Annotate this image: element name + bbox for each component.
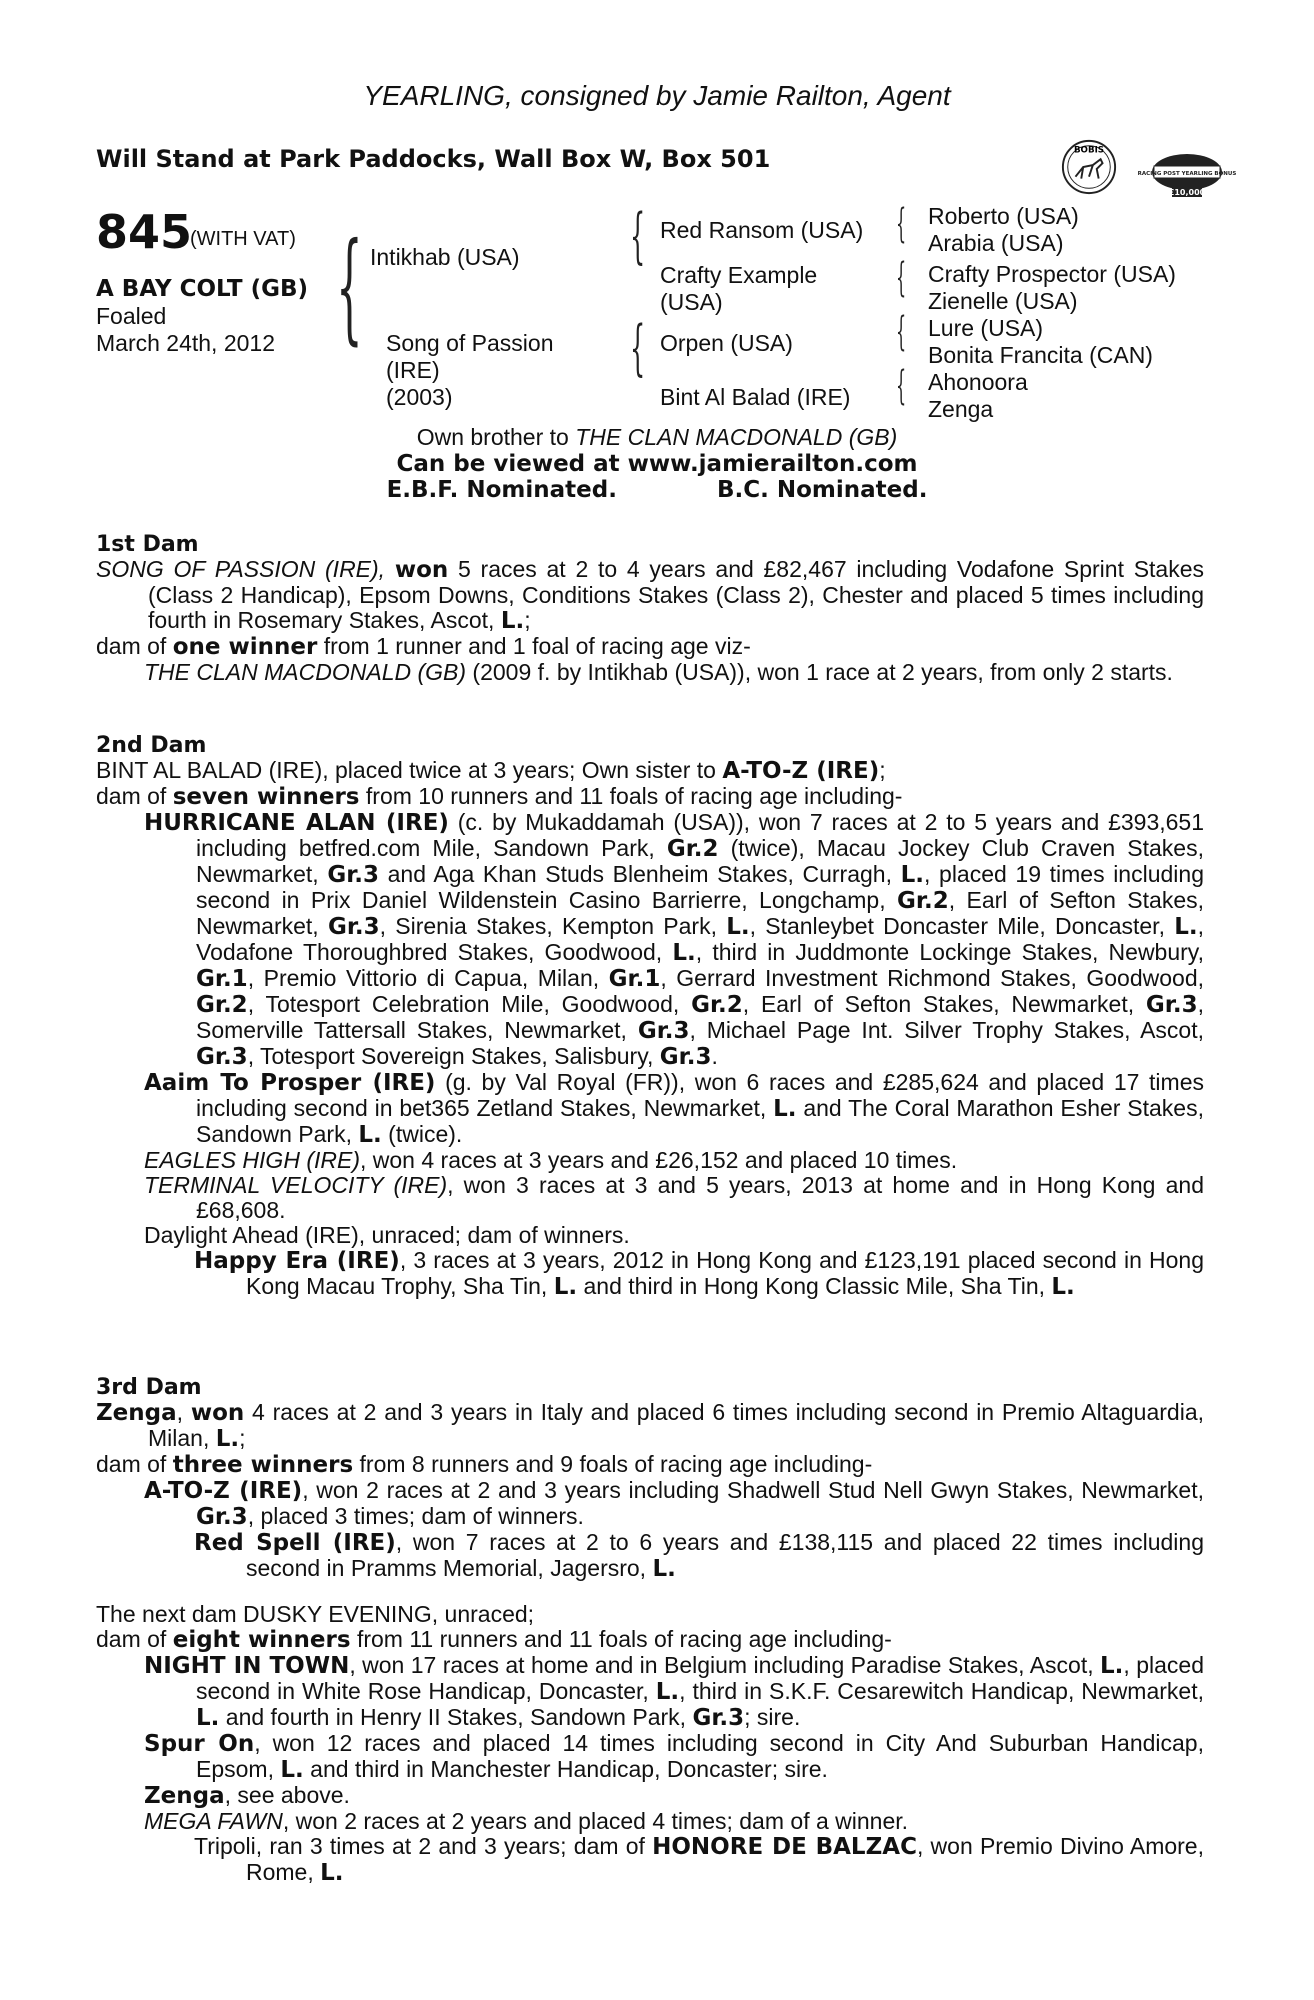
lot-title: A BAY COLT (GB) bbox=[96, 276, 309, 302]
pedigree-sds: Crafty Prospector (USA) bbox=[928, 261, 1176, 287]
third-dam-section bbox=[96, 1375, 1204, 1582]
view-online-note: Can be viewed at www.jamierailton.com bbox=[396, 451, 918, 477]
progeny-entry: Spur On, won 12 races and placed 14 times including second in City And Suburban Handicap, Epsom, L. and third in Manchester Handicap, Doncaster; sire. bbox=[144, 1730, 1204, 1783]
own-brother-note: Own brother to THE CLAN MACDONALD (GB) bbox=[416, 424, 898, 450]
foaled-date: March 24th, 2012 bbox=[96, 330, 276, 356]
dam-produce-summary: dam of seven winners from 10 runners and 11 foals of racing age including- bbox=[96, 783, 903, 810]
vat-note: (WITH VAT) bbox=[190, 228, 296, 250]
pedigree-sire-sire: Red Ransom (USA) bbox=[660, 217, 864, 243]
pedigree-ddd: Zenga bbox=[928, 396, 994, 422]
dam-record: Zenga, won 4 races at 2 and 3 years in Italy and placed 6 times including second in Premio Altaguardia, Milan, L.; bbox=[96, 1399, 1205, 1452]
stand-location: Will Stand at Park Paddocks, Wall Box W, Box 501 bbox=[96, 145, 771, 173]
fourth-dam-section bbox=[96, 1602, 1204, 1886]
pedigree-dsd: Bonita Francita (CAN) bbox=[928, 342, 1153, 368]
page-title: YEARLING, consigned by Jamie Railton, Agent bbox=[363, 80, 951, 111]
pedigree-dam-sire: Orpen (USA) bbox=[660, 330, 793, 356]
yearling-bonus-badge-icon bbox=[1137, 148, 1237, 200]
pedigree-ssd: Arabia (USA) bbox=[928, 230, 1064, 256]
grand-progeny-entry: Happy Era (IRE), 3 races at 3 years, 2012 in Hong Kong and £123,191 placed second in Hong Kong Macau Trophy, Sha Tin, L. and third in Hong Kong Classic Mile, Sha Tin, L. bbox=[194, 1247, 1204, 1300]
lot-number: 845 bbox=[96, 205, 193, 259]
progeny-entry: A-TO-Z (IRE), won 2 races at 2 and 3 years including Shadwell Stud Nell Gwyn Stakes, Newmarket, Gr.3, placed 3 times; dam of winners. bbox=[144, 1477, 1204, 1530]
bobis-badge-label: BOBIS bbox=[1073, 145, 1105, 156]
pedigree-dss: Lure (USA) bbox=[928, 315, 1044, 341]
pedigree-brace-sire: { bbox=[630, 201, 646, 271]
pedigree-sdd: Zienelle (USA) bbox=[928, 288, 1078, 314]
first-dam-section bbox=[96, 532, 1204, 685]
nominations-note: E.B.F. Nominated. B.C. Nominated. bbox=[386, 477, 928, 503]
dam-produce-summary: dam of three winners from 8 runners and 9 foals of racing age including- bbox=[96, 1451, 873, 1478]
section-heading: 2nd Dam bbox=[96, 733, 207, 758]
yearling-bonus-amount: £10,000 bbox=[1168, 188, 1206, 197]
progeny-entry: HURRICANE ALAN (IRE) (c. by Mukaddamah (USA)), won 7 races at 2 to 5 years and £393,651 including betfred.com Mile, Sandown Park, Gr.2 (twice), Macau Jockey Club Craven Stakes, Newmarket, Gr.3 and Aga Khan Studs Blenheim Stakes, Curragh, L., placed 19 times including second in Prix Daniel Wildenstein Casino Barrierre, Longchamp, Gr.2, Earl of Sefton Stakes, Newmarket, Gr.3, Sirenia Stakes, Kempton Park, L., Stanleybet Doncaster Mile, Doncaster, L., Vodafone Thoroughbred Stakes, Goodwood, L., third in Juddmonte Lockinge Stakes, Newbury, Gr.1, Premio Vittorio di Capua, Milan, Gr.1, Gerrard Investment Richmond Stakes, Goodwood, Gr.2, Totesport Celebration Mile, Goodwood, Gr.2, Earl of Sefton Stakes, Newmarket, Gr.3, Somerville Tattersall Stakes, Newmarket, Gr.3, Michael Page Int. Silver Trophy Stakes, Ascot, Gr.3, Totesport Sovereign Stakes, Salisbury, Gr.3. bbox=[144, 809, 1205, 1070]
dam-produce-summary: dam of one winner from 1 runner and 1 foal of racing age viz- bbox=[96, 633, 751, 660]
section-heading: 3rd Dam bbox=[96, 1375, 202, 1400]
bobis-badge-icon bbox=[1060, 138, 1118, 196]
progeny-entry: Zenga, see above. bbox=[144, 1782, 350, 1809]
dam-record: BINT AL BALAD (IRE), placed twice at 3 years; Own sister to A-TO-Z (IRE); bbox=[96, 757, 886, 784]
progeny-entry: EAGLES HIGH (IRE), won 4 races at 3 years and £26,152 and placed 10 times. bbox=[144, 1147, 958, 1173]
progeny-entry: MEGA FAWN, won 2 races at 2 years and placed 4 times; dam of a winner. bbox=[144, 1808, 909, 1834]
pedigree-dam: Song of Passion (IRE) (2003) bbox=[386, 330, 554, 410]
dam-produce-summary: dam of eight winners from 11 runners and 11 foals of racing age including- bbox=[96, 1626, 892, 1653]
pedigree-sire-dam: Crafty Example (USA) bbox=[660, 262, 818, 315]
progeny-entry: THE CLAN MACDONALD (GB) (2009 f. by Intikhab (USA)), won 1 race at 2 years, from only 2 starts. bbox=[144, 659, 1173, 685]
progeny-entry: NIGHT IN TOWN, won 17 races at home and in Belgium including Paradise Stakes, Ascot, L., placed second in White Rose Handicap, Doncaster, L., third in S.K.F. Cesarewitch Handicap, Newmarket, L. and fourth in Henry II Stakes, Sandown Park, Gr.3; sire. bbox=[144, 1652, 1204, 1731]
progeny-entry: Aaim To Prosper (IRE) (g. by Val Royal (FR)), won 6 races and £285,624 and placed 17 times including second in bet365 Zetland Stakes, Newmarket, L. and The Coral Marathon Esher Stakes, Sandown Park, L. (twice). bbox=[144, 1069, 1204, 1148]
pedigree-dds: Ahonoora bbox=[928, 369, 1028, 395]
pedigree-sss: Roberto (USA) bbox=[928, 203, 1079, 229]
pedigree-brace-ds: { bbox=[896, 309, 907, 355]
progeny-entry: Daylight Ahead (IRE), unraced; dam of winners. bbox=[144, 1222, 630, 1248]
pedigree-dam-dam: Bint Al Balad (IRE) bbox=[660, 384, 851, 410]
grand-progeny-entry: Tripoli, ran 3 times at 2 and 3 years; dam of HONORE DE BALZAC, won Premio Divino Amore, Rome, L. bbox=[194, 1833, 1204, 1886]
pedigree-brace-dd: { bbox=[896, 363, 907, 409]
pedigree-brace-sd: { bbox=[896, 255, 907, 301]
dam-record: SONG OF PASSION (IRE), won 5 races at 2 to 4 years and £82,467 including Vodafone Sprint Stakes (Class 2 Handicap), Epsom Downs, Conditions Stakes (Class 2), Chester and placed 5 times including fourth in Rosemary Stakes, Ascot, L.; bbox=[96, 556, 1205, 634]
pedigree-brace-dam: { bbox=[630, 313, 646, 383]
progeny-entry: TERMINAL VELOCITY (IRE), won 3 races at 3 and 5 years, 2013 at home and in Hong Kong and £68,608. bbox=[144, 1172, 1204, 1223]
second-dam-section bbox=[96, 733, 1204, 1300]
pedigree-sire: Intikhab (USA) bbox=[370, 244, 520, 270]
pedigree-brace-main: { bbox=[336, 218, 363, 357]
pedigree-brace-ss: { bbox=[896, 201, 907, 247]
yearling-bonus-label: RACING POST YEARLING BONUS bbox=[1137, 171, 1237, 177]
dam-record: The next dam DUSKY EVENING, unraced; bbox=[96, 1601, 535, 1627]
foaled-label: Foaled bbox=[96, 303, 167, 329]
grand-progeny-entry: Red Spell (IRE), won 7 races at 2 to 6 years and £138,115 and placed 22 times including second in Pramms Memorial, Jagersro, L. bbox=[194, 1529, 1205, 1582]
section-heading: 1st Dam bbox=[96, 532, 199, 557]
